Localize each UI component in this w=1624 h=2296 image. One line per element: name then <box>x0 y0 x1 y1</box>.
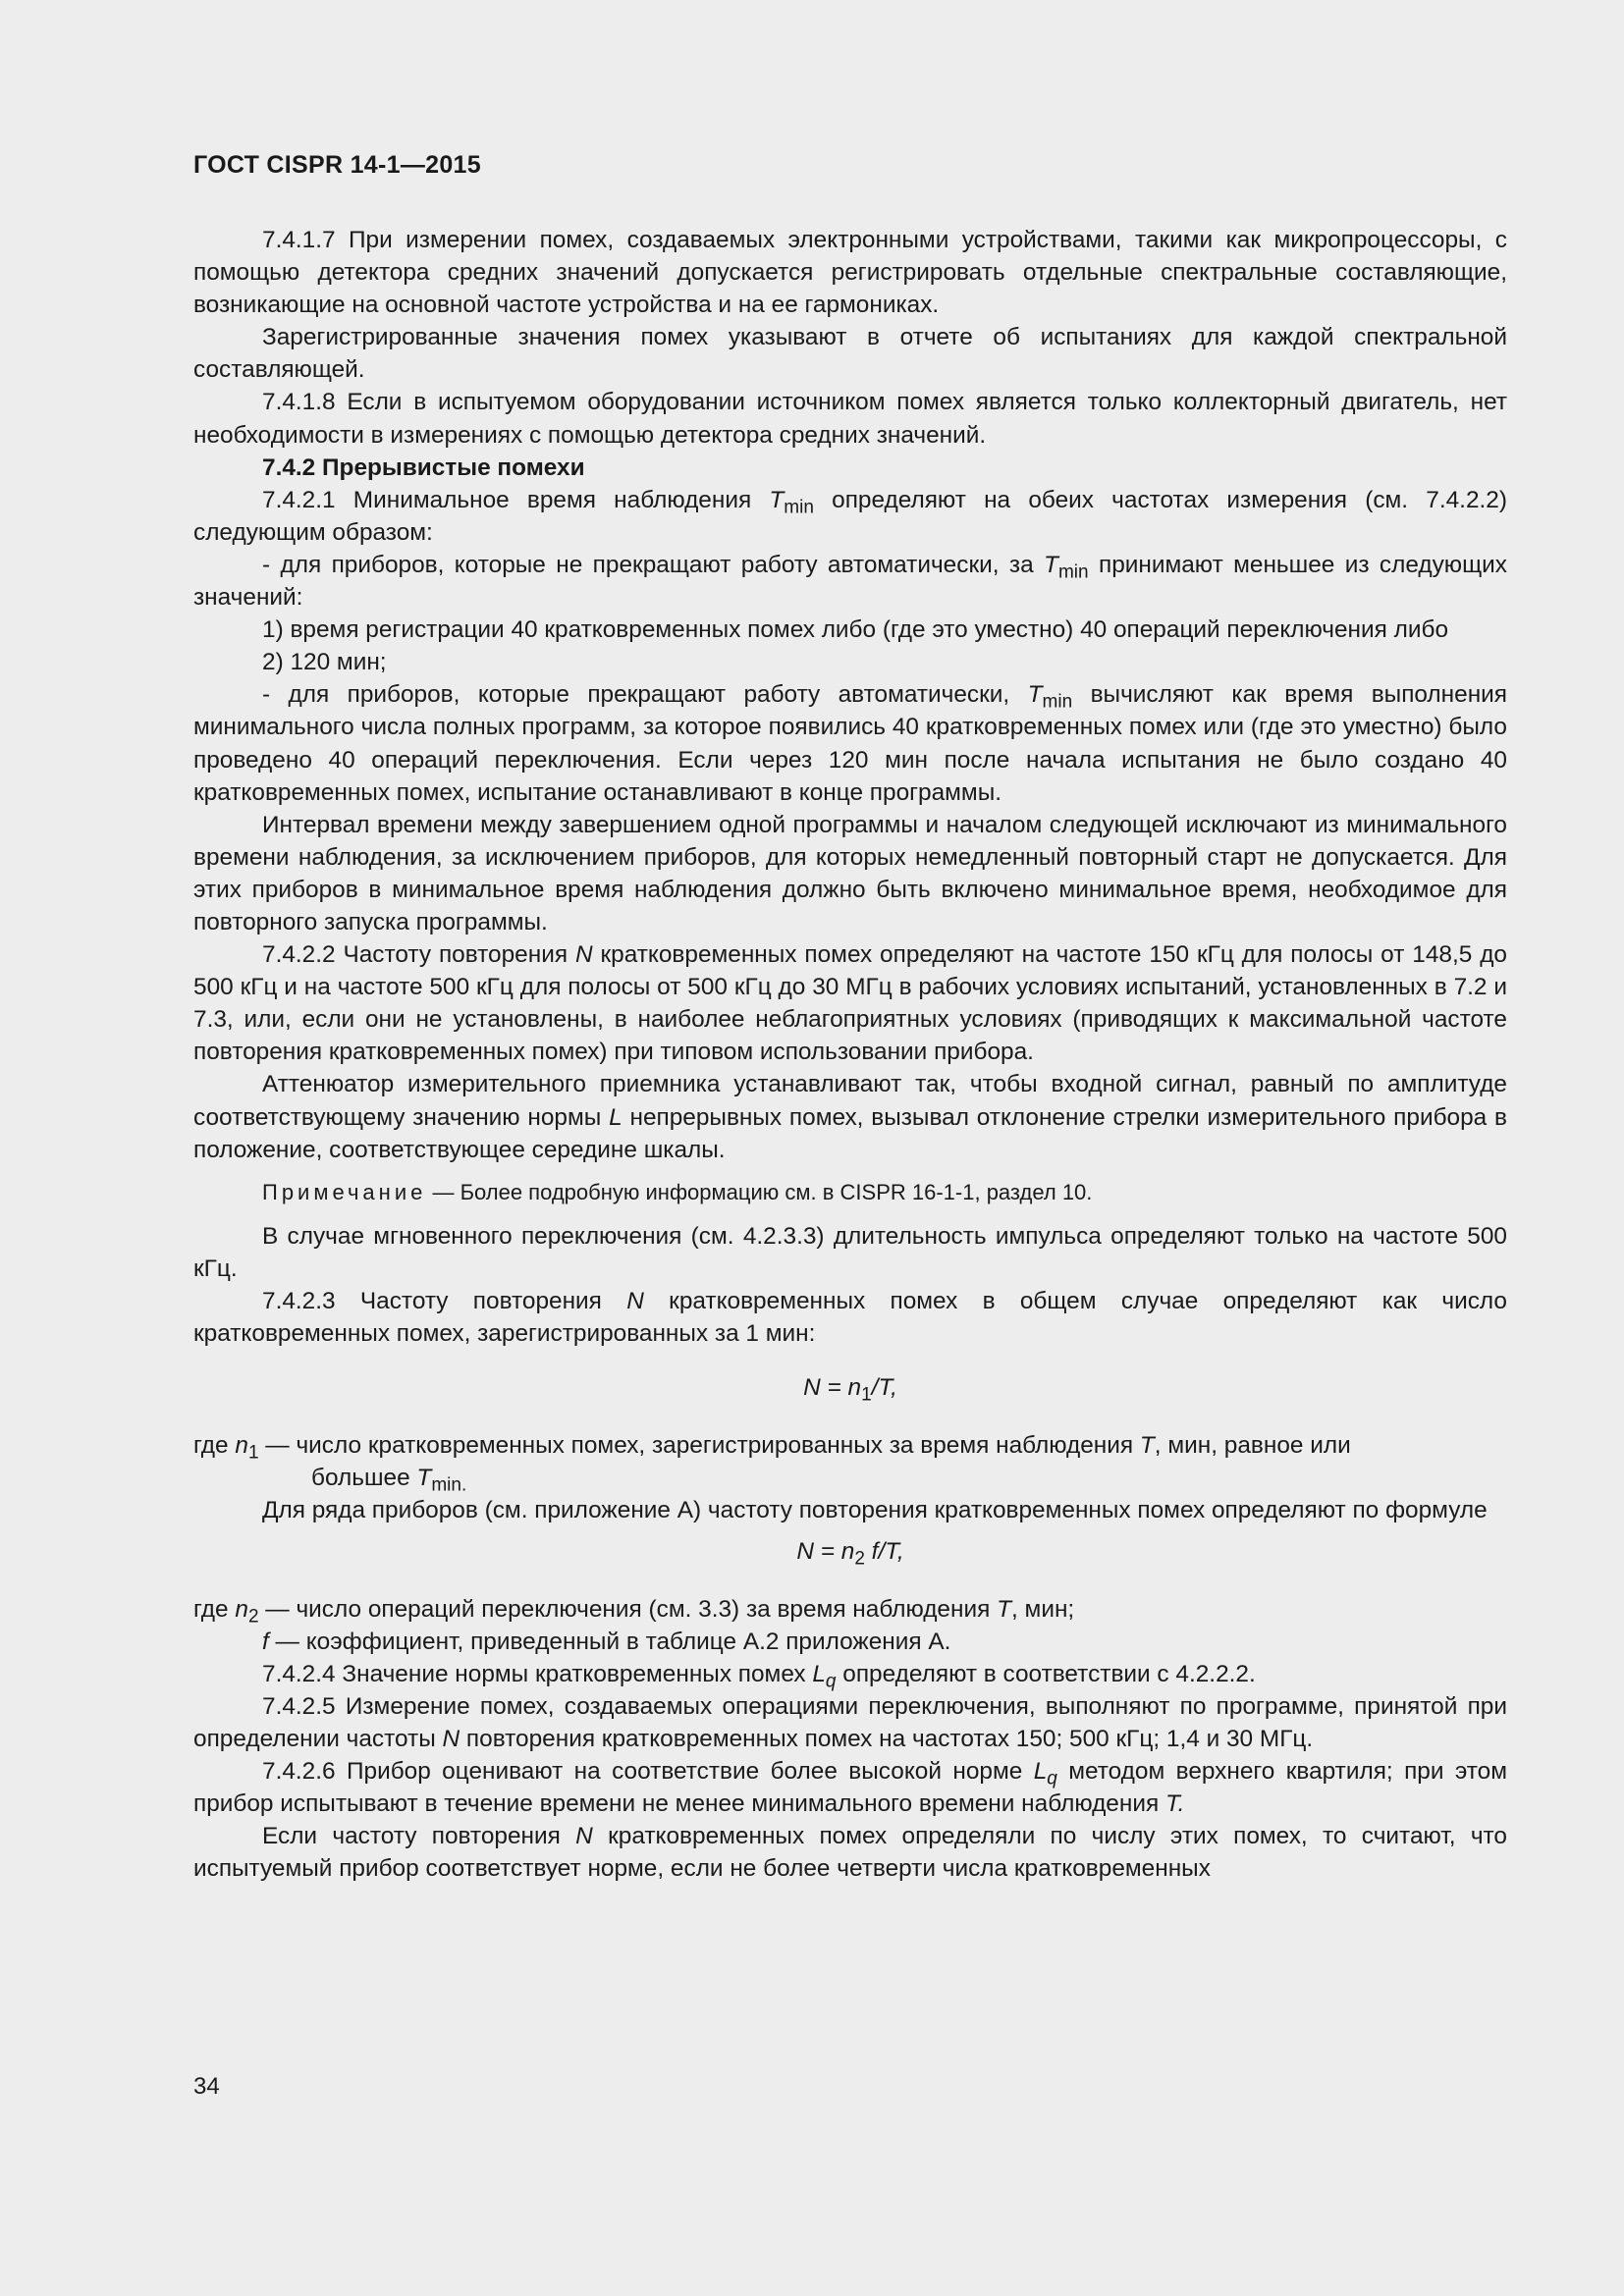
paragraph-some-devices: Для ряда приборов (см. приложение А) частоту повторения кратковременных помех определяют по формуле <box>262 1497 1488 1524</box>
note <box>193 1176 1507 1208</box>
paragraph-automatic-devices: - для приборов, которые прекращают работу автоматически, $T_{min}$ вычисляют как время выполнения минимального числа полных программ, за которое появились 40 кратковременных помех или (где это уместно) было проведено 40 операций переключения. Если через 120 мин после начала испытания не было создано 40 кратковременных помех, испытание останавливают в конце программы. <box>193 681 1507 806</box>
definition-n1-continuation: большее $T_{min.}$ <box>311 1465 467 1497</box>
paragraph-7-4-2-4: 7.4.2.4 Значение нормы кратковременных помех $L_q$ определяют в соответствии с 4.2.2.2. <box>262 1660 1256 1692</box>
paragraph-7-4-1-8: 7.4.1.8 Если в испытуемом оборудовании источником помех является только коллекторный двигатель, нет необходимости в измерениях с помощью детектора средних значений. <box>193 389 1507 449</box>
paragraph-7-4-2-5: 7.4.2.5 Измерение помех, создаваемых операциями переключения, выполняют по программе, принятой при определении частоты N повторения кратковременных помех на частотах 150; 500 кГц; 1,4 и 30 МГц. <box>193 1692 1507 1753</box>
paragraph-instant-switching: В случае мгновенного переключения (см. 4.2.3.3) длительность импульса определяют только на частоте 500 кГц. <box>193 1222 1507 1282</box>
definition-f: f — коэффициент, приведенный в таблице А.2 приложения А. <box>262 1628 951 1655</box>
formula-2: $N = n_2$ f/T, <box>796 1537 904 1570</box>
definition-n1: где $n_1$ — число кратковременных помех, зарегистрированных за время наблюдения T, мин, равное или <box>193 1432 1351 1464</box>
formula-1: $N = n_1/T$, <box>803 1374 897 1406</box>
list-item-2: 2) 120 мин; <box>262 649 387 676</box>
paragraph-nonautomatic-devices: - для приборов, которые не прекращают работу автоматически, за $T_{min}$ принимают меньшее из следующих значений: <box>193 551 1507 612</box>
paragraph-7-4-2-2: 7.4.2.2 Частоту повторения N кратковременных помех определяют на частоте 150 кГц для полосы от 148,5 до 500 кГц и на частоте 500 кГц для полосы от 500 кГц до 30 МГц в рабочих условиях испытаний, установленных в 7.2 и 7.3, или, если они не установлены, в наиболее неблагоприятных условиях (приводящих к максимальной частоте повторения кратковременных помех) при типовом использовании прибора. <box>193 941 1507 1066</box>
document-body <box>193 224 1507 1886</box>
paragraph-7-4-2-1: 7.4.2.1 Минимальное время наблюдения $T_{min}$ определяют на обеих частотах измерения (см. 7.4.2.2) следующим образом: <box>193 486 1507 546</box>
note-text: — Более подробную информацию см. в CISPR 16-1-1, раздел 10. <box>426 1179 1093 1204</box>
section-heading-7-4-2: 7.4.2 Прерывистые помехи <box>262 454 585 481</box>
paragraph-compliance: Если частоту повторения N кратковременных помех определяли по числу этих помех, то считают, что испытуемый прибор соответствует норме, если не более четверти числа кратковременных <box>193 1823 1507 1883</box>
document-header: ГОСТ CISPR 14-1—2015 <box>193 151 481 179</box>
paragraph-registered-values: Зарегистрированные значения помех указывают в отчете об испытаниях для каждой спектральной составляющей. <box>193 324 1507 384</box>
definition-n2: где $n_2$ — число операций переключения (см. 3.3) за время наблюдения T, мин; <box>193 1595 1075 1628</box>
paragraph-7-4-1-7: 7.4.1.7 При измерении помех, создаваемых электронными устройствами, такими как микропроцессоры, с помощью детектора средних значений допускается регистрировать отдельные спектральные составляющие, возникающие на основной частоте устройства и на ее гармониках. <box>193 227 1507 319</box>
paragraph-7-4-2-6: 7.4.2.6 Прибор оценивают на соответствие более высокой норме $L_q$ методом верхнего квартиля; при этом прибор испытывают в течение времени не менее минимального времени наблюдения T. <box>193 1758 1507 1818</box>
note-label: Примечание <box>262 1179 427 1204</box>
page-number: 34 <box>193 2073 220 2100</box>
list-item-1: 1) время регистрации 40 кратковременных помех либо (где это уместно) 40 операций переключения либо <box>262 616 1449 644</box>
paragraph-interval: Интервал времени между завершением одной программы и началом следующей исключают из минимального времени наблюдения, за исключением приборов, для которых немедленный повторный старт не допускается. Для этих приборов в минимальное время наблюдения должно быть включено минимальное время, необходимое для повторного запуска программы. <box>193 811 1507 935</box>
paragraph-7-4-2-3: 7.4.2.3 Частоту повторения N кратковременных помех в общем случае определяют как число кратковременных помех, зарегистрированных за 1 мин: <box>193 1288 1507 1348</box>
paragraph-attenuator: Аттенюатор измерительного приемника устанавливают так, чтобы входной сигнал, равный по амплитуде соответствующему значению нормы L непрерывных помех, вызывал отклонение стрелки измерительного прибора в положение, соответствующее середине шкалы. <box>193 1071 1507 1163</box>
